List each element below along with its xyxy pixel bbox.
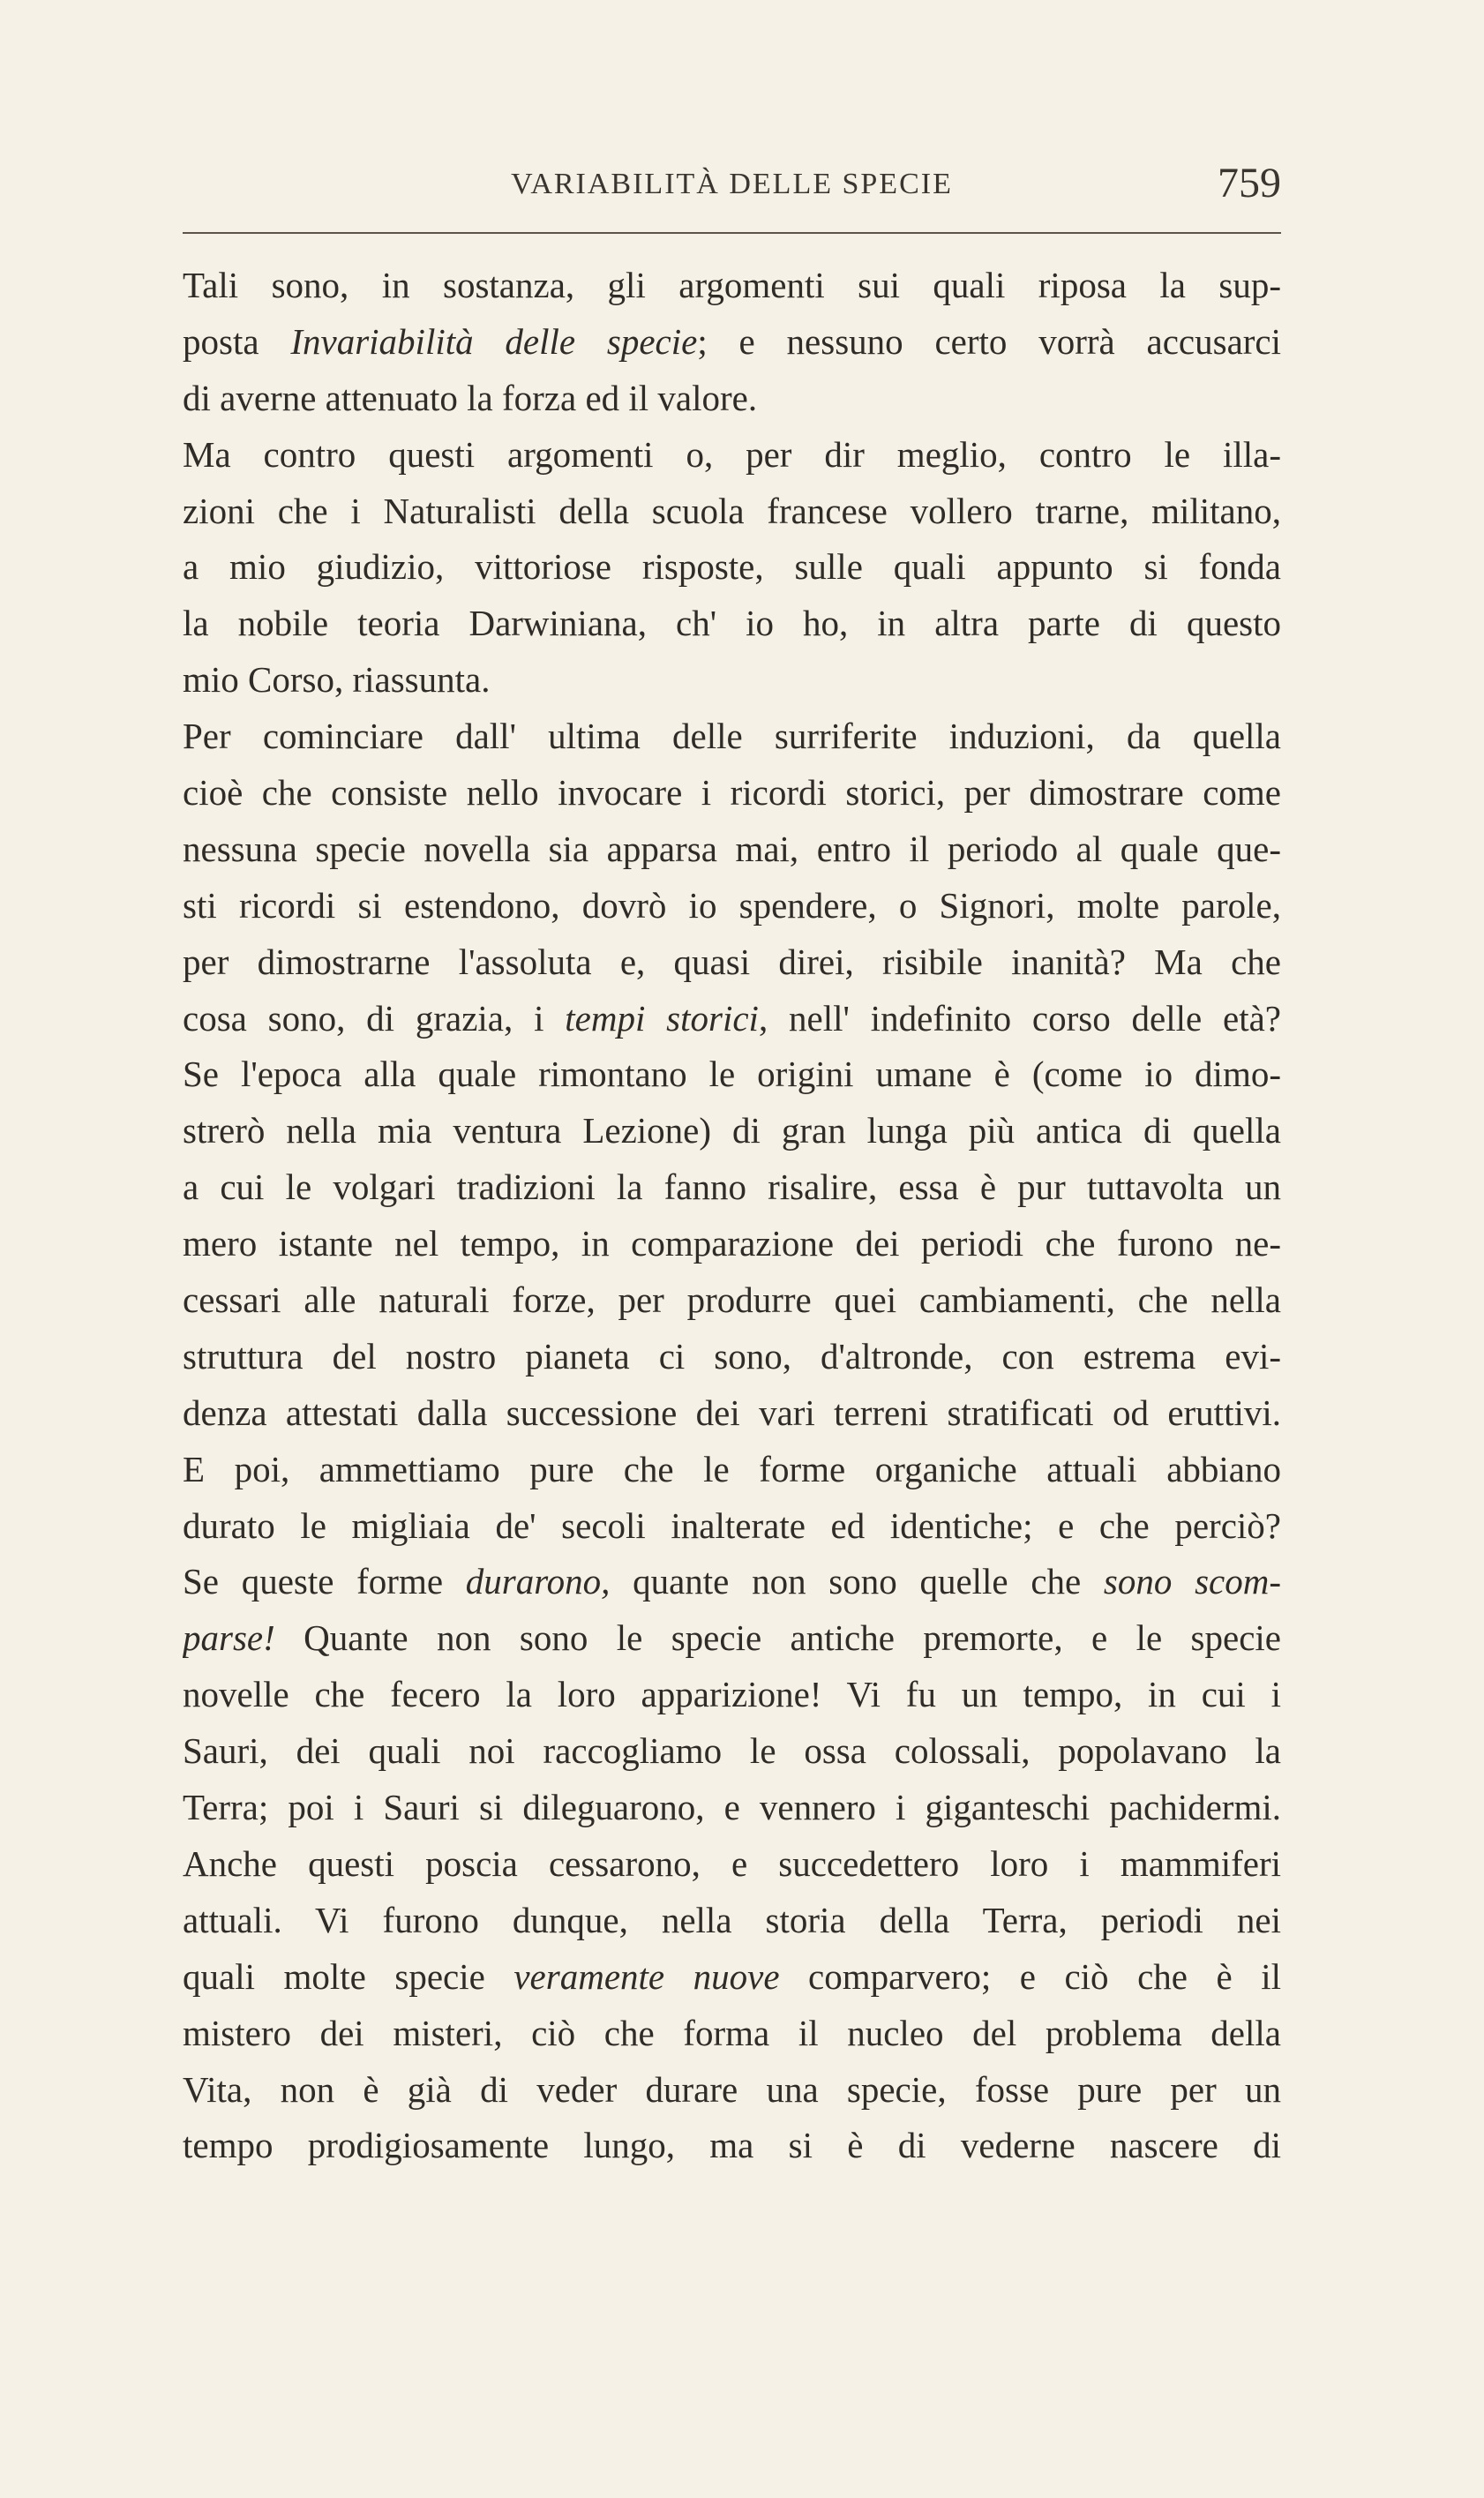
- text-line: mistero dei misteri, ciò che forma il nucleo del problema della: [183, 2012, 1281, 2053]
- text-line: Terra; poi i Sauri si dileguarono, e vennero i giganteschi pachidermi.: [183, 1787, 1281, 1828]
- text-line: Se l'epoca alla quale rimontano le origini umane è (come io dimo-: [183, 1054, 1281, 1095]
- text-line: zioni che i Naturalisti della scuola francese vollero trarne, militano,: [183, 490, 1281, 531]
- text-line: cosa sono, di grazia, i tempi storici, nell' indefinito corso delle età?: [183, 997, 1281, 1039]
- running-head: [183, 159, 1281, 221]
- italic-term: sono scom-: [1103, 1561, 1281, 1602]
- text-line: cioè che consiste nello invocare i ricordi storici, per dimostrare come: [183, 772, 1281, 814]
- text-line: E poi, ammettiamo pure che le forme organiche attuali abbiano: [183, 1448, 1281, 1489]
- text-line: sti ricordi si estendono, dovrò io spendere, o Signori, molte parole,: [183, 884, 1281, 926]
- text-line: Sauri, dei quali noi raccogliamo le ossa colossali, popolavano la: [183, 1730, 1281, 1772]
- page-number: 759: [1218, 160, 1281, 206]
- text-line: a cui le volgari tradizioni la fanno risalire, essa è pur tuttavolta un: [183, 1166, 1281, 1208]
- text-line: strerò nella mia ventura Lezione) di gran lunga più antica di quella: [183, 1110, 1281, 1151]
- italic-term: parse!: [183, 1617, 275, 1659]
- running-title: VARIABILITÀ DELLE SPECIE: [511, 168, 953, 200]
- text-line: nessuna specie novella sia apparsa mai, entro il periodo al quale que-: [183, 828, 1281, 869]
- italic-term: veramente nuove: [513, 1955, 780, 1997]
- text-line: la nobile teoria Darwiniana, ch' io ho, in altra parte di questo: [183, 603, 1281, 644]
- text-line: novelle che fecero la loro apparizione! Vi fu un tempo, in cui i: [183, 1674, 1281, 1715]
- text-line: Per cominciare dall' ultima delle surriferite induzioni, da quella: [183, 716, 1281, 757]
- text-line: per dimostrarne l'assoluta e, quasi direi, risibile inanità? Ma che: [183, 941, 1281, 982]
- text-line: denza attestati dalla successione dei vari terreni stratificati od eruttivi.: [183, 1392, 1281, 1433]
- text-line: Vita, non è già di veder durare una specie, fosse pure per un: [183, 2068, 1281, 2110]
- text-line: Se queste forme durarono, quante non sono quelle che sono scom-: [183, 1561, 1281, 1602]
- text-line: Tali sono, in sostanza, gli argomenti sui quali riposa la sup-: [183, 265, 1281, 305]
- italic-term: tempi storici: [565, 997, 759, 1039]
- text-line: Ma contro questi argomenti o, per dir meglio, contro le illa-: [183, 433, 1281, 475]
- text-line: durato le migliaia de' secoli inalterate ed identiche; e che perciò?: [183, 1504, 1281, 1546]
- text-line: quali molte specie veramente nuove comparvero; e ciò che è il: [183, 1955, 1281, 1997]
- text-line: mero istante nel tempo, in comparazione dei periodi che furono ne-: [183, 1223, 1281, 1264]
- text-line: mio Corso, riassunta.: [183, 659, 491, 701]
- text-line: posta Invariabilità delle specie; e nessuno certo vorrà accusarci: [183, 320, 1281, 362]
- text-line: a mio giudizio, vittoriose risposte, sulle quali appunto si fonda: [183, 546, 1281, 588]
- italic-term: Invariabilità delle specie: [290, 320, 698, 362]
- text-line: Anche questi poscia cessarono, e succedettero loro i mammiferi: [183, 1842, 1281, 1884]
- text-line: attuali. Vi furono dunque, nella storia della Terra, periodi nei: [183, 1899, 1281, 1940]
- text-line: parse! Quante non sono le specie antiche premorte, e le specie: [183, 1617, 1281, 1659]
- header-rule: [183, 232, 1281, 234]
- text-line: struttura del nostro pianeta ci sono, d'altronde, con estrema evi-: [183, 1335, 1281, 1377]
- text-line: di averne attenuato la forza ed il valore.: [183, 377, 758, 418]
- text-line: tempo prodigiosamente lungo, ma si è di vederne nascere di: [183, 2125, 1281, 2166]
- italic-term: durarono,: [465, 1561, 611, 1602]
- text-line: cessari alle naturali forze, per produrre quei cambiamenti, che nella: [183, 1279, 1281, 1321]
- body-text: [183, 258, 1281, 2174]
